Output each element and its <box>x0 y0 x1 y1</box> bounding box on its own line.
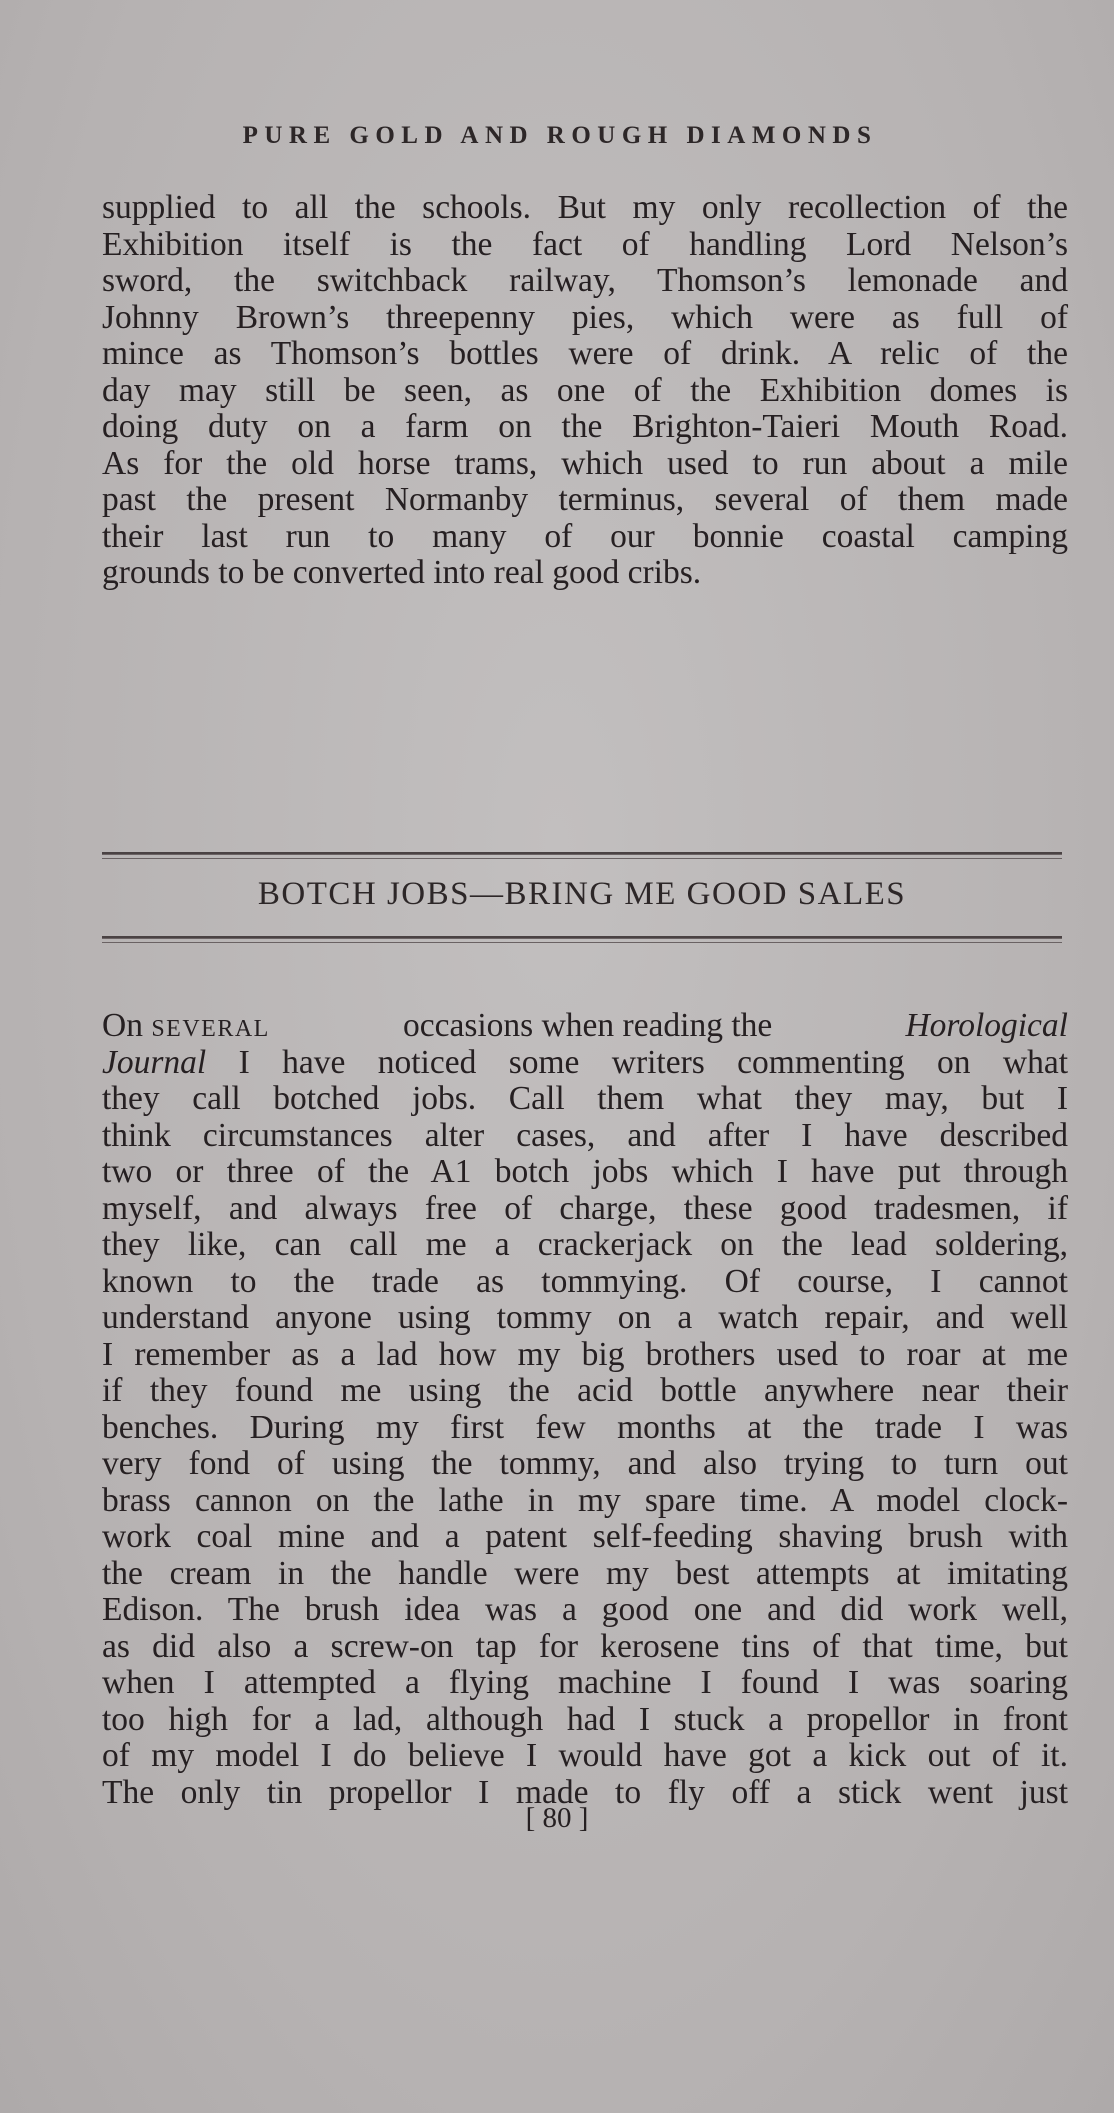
opening-line <box>102 1008 1068 1045</box>
section-body <box>102 1008 1068 1811</box>
text-line: brass cannon on the lathe in my spare time. A model clock- <box>102 1481 1068 1519</box>
opening-smallcaps: SEVERAL <box>151 1016 270 1042</box>
line-continuation: I have noticed some writers commenting on what <box>238 1043 1068 1081</box>
text-line: sword, the switchback railway, Thomson’s lemonade and <box>102 262 1068 299</box>
journal-title-part-2: Journal <box>102 1043 207 1081</box>
text-line: they like, can call me a crackerjack on the lead soldering, <box>102 1226 1068 1263</box>
opening-words <box>102 1008 270 1048</box>
opening-rest: occasions when reading the <box>402 1007 773 1044</box>
text-line: I remember as a lad how my big brothers used to roar at me <box>102 1335 1068 1373</box>
text-line: known to the trade as tommying. Of course, I cannot <box>102 1262 1068 1300</box>
text-line: when I attempted a flying machine I found I was soaring <box>102 1664 1068 1701</box>
text-line: benches. During my first few months at the trade I was <box>102 1408 1068 1446</box>
text-line: myself, and always free of charge, these good tradesmen, if <box>102 1189 1068 1227</box>
page-number: [ 80 ] <box>525 1802 589 1834</box>
text-line: doing duty on a farm on the Brighton-Taieri Mouth Road. <box>102 408 1068 445</box>
text-line: work coal mine and a patent self-feeding shaving brush with <box>102 1518 1068 1555</box>
first-paragraph <box>102 190 1068 592</box>
heading-rule-top <box>102 852 1062 855</box>
text-line: Exhibition itself is the fact of handling Lord Nelson’s <box>102 225 1068 263</box>
text-line: The only tin propellor I made to fly off a stick went just <box>102 1773 1068 1811</box>
text-line: As for the old horse trams, which used to run about a mile <box>102 444 1068 482</box>
heading-rule-top-inner <box>102 858 1062 859</box>
section-heading: BOTCH JOBS—BRING ME GOOD SALES <box>257 876 907 912</box>
text-line: grounds to be converted into real good cribs. <box>102 554 702 591</box>
text-line: Johnny Brown’s threepenny pies, which were as full of <box>102 298 1068 336</box>
text-line: their last run to many of our bonnie coastal camping <box>102 517 1068 555</box>
journal-title-part-1: Horological <box>905 1007 1068 1044</box>
text-line: as did also a screw-on tap for kerosene tins of that time, but <box>102 1627 1068 1665</box>
text-line: they call botched jobs. Call them what they may, but I <box>102 1080 1068 1117</box>
text-line: supplied to all the schools. But my only recollection of the <box>102 189 1068 226</box>
text-line: day may still be seen, as one of the Exhibition domes is <box>102 371 1068 409</box>
text-line: too high for a lad, although had I stuck a propellor in front <box>102 1700 1068 1738</box>
heading-rule-bottom <box>102 936 1062 939</box>
text-line: mince as Thomson’s bottles were of drink. A relic of the <box>102 335 1068 372</box>
text-line: understand anyone using tommy on a watch repair, and well <box>102 1299 1068 1336</box>
text-line: if they found me using the acid bottle anywhere near their <box>102 1372 1068 1409</box>
text-line: Edison. The brush idea was a good one and did work well, <box>102 1591 1068 1628</box>
text-line <box>102 1045 1068 1082</box>
running-head: PURE GOLD AND ROUGH DIAMONDS <box>242 122 878 149</box>
heading-rule-bottom-inner <box>102 942 1062 943</box>
text-line: two or three of the A1 botch jobs which I have put through <box>102 1153 1068 1190</box>
text-line: think circumstances alter cases, and after I have described <box>102 1116 1068 1154</box>
text-line: past the present Normanby terminus, several of them made <box>102 481 1068 518</box>
text-line: very fond of using the tommy, and also trying to turn out <box>102 1445 1068 1482</box>
text-line: the cream in the handle were my best attempts at imitating <box>102 1554 1068 1592</box>
opening-cap-word: On <box>102 1007 143 1044</box>
text-line: of my model I do believe I would have got a kick out of it. <box>102 1737 1068 1774</box>
